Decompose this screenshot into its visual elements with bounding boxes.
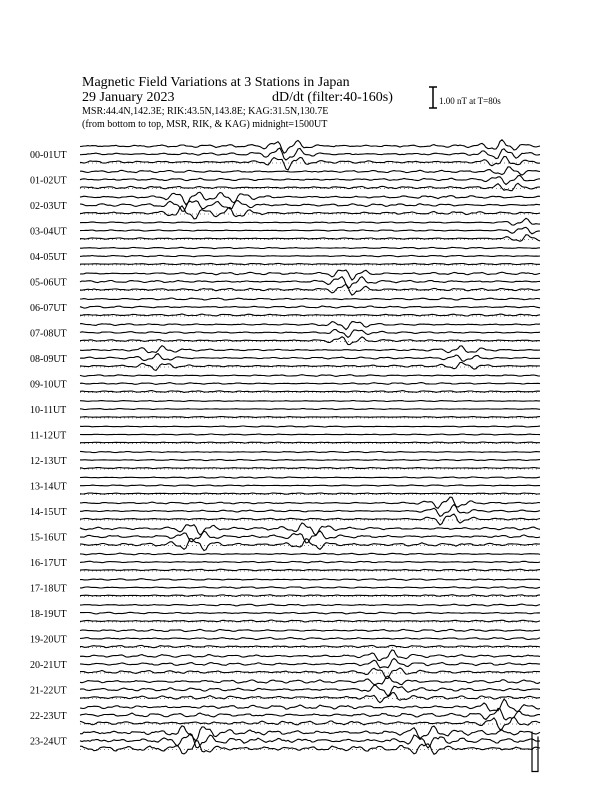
hour-label: 03-04UT [30,226,67,238]
trace-rik [80,227,540,234]
trace-rik [80,201,540,212]
trace-rik [80,561,540,563]
trace-kag [80,346,540,353]
hour-label: 05-06UT [30,277,67,289]
trace-kag [80,270,540,280]
order-note-label: (from bottom to top, MSR, RIK, & KAG) midnight=1500UT [82,119,328,130]
hour-label: 07-08UT [30,328,67,340]
trace-kag [80,451,540,452]
hour-label: 20-21UT [30,660,67,671]
trace-rik [80,485,540,486]
end-spike [532,732,538,772]
trace-rik [80,587,540,589]
trace-kag [80,699,540,712]
trace-rik [80,306,540,308]
hour-label: 21-22UT [30,685,67,697]
trace-rik [80,330,540,338]
trace-rik [80,383,540,385]
trace-kag [80,192,540,205]
hour-label: 00-01UT [30,150,67,161]
trace-msr [80,235,540,242]
trace-kag [80,322,540,330]
stations-label: MSR:44.4N,142.3E; RIK:43.5N,143.8E; KAG:31.5N,130.7E [82,106,329,117]
chart-title: Magnetic Field Variations at 3 Stations in Japan [82,75,350,90]
trace-kag [80,629,540,631]
hour-label: 12-13UT [30,456,67,467]
trace-kag [80,676,540,685]
trace-kag [80,218,540,225]
trace-kag [80,553,540,555]
trace-rik [80,531,540,543]
trace-kag [80,650,540,661]
trace-kag [80,726,540,741]
trace-kag [80,298,540,300]
trace-kag [80,140,540,153]
trace-kag [80,167,540,175]
trace-kag [80,375,540,377]
trace-msr [80,717,540,730]
hour-label: 14-15UT [30,507,67,518]
trace-msr [80,337,540,345]
hour-label: 11-12UT [30,430,67,442]
trace-msr [80,206,540,219]
quantity-label: dD/dt (filter:40-160s) [272,90,393,105]
trace-msr [80,693,540,703]
trace-kag [80,604,540,606]
trace-kag [80,477,540,478]
trace-msr [80,569,540,571]
hour-label: 06-07UT [30,303,67,314]
trace-msr [80,493,540,494]
trace-msr [80,362,540,370]
hour-label: 02-03UT [30,201,67,212]
hour-label: 18-19UT [30,609,67,620]
hour-label: 10-11UT [30,405,67,416]
trace-rows [30,140,540,772]
trace-msr [80,467,540,468]
trace-rik [80,409,540,410]
hour-label: 15-16UT [30,532,67,544]
trace-kag [80,579,540,581]
trace-rik [80,734,540,748]
trace-rik [80,175,540,184]
trace-kag [80,497,540,508]
trace-msr [80,314,540,316]
trace-rik [80,434,540,435]
hour-label: 04-05UT [30,252,67,263]
hour-label: 17-18UT [30,583,67,595]
trace-kag [80,247,540,248]
hour-label: 08-09UT [30,354,67,365]
trace-msr [80,183,540,190]
trace-rik [80,505,540,517]
trace-msr [80,595,540,597]
scale-bar [429,87,437,108]
trace-rik [80,658,540,667]
trace-rik [80,255,540,256]
trace-rik [80,460,540,461]
trace-rik [80,354,540,362]
date-label: 29 January 2023 [82,90,175,105]
hour-label: 09-10UT [30,379,67,391]
trace-msr [80,514,540,525]
trace-kag [80,426,540,427]
trace-rik [80,708,540,720]
hour-label: 01-02UT [30,175,67,187]
trace-msr [80,417,540,418]
hour-label: 16-17UT [30,558,67,569]
trace-msr [80,539,540,551]
trace-msr [80,740,540,754]
hour-label: 19-20UT [30,634,67,646]
trace-msr [80,391,540,393]
hour-label: 23-24UT [30,736,67,748]
trace-kag [80,523,540,535]
trace-msr [80,620,540,622]
trace-msr [80,284,540,295]
trace-kag [80,401,540,402]
trace-rik [80,148,540,160]
hour-label: 13-14UT [30,481,67,493]
hour-label: 22-23UT [30,711,67,722]
trace-msr [80,442,540,443]
trace-msr [80,263,540,264]
trace-rik [80,637,540,639]
trace-rik [80,685,540,696]
trace-rik [80,277,540,289]
trace-rik [80,612,540,614]
scale-bar-label: 1.00 nT at T=80s [439,96,501,106]
